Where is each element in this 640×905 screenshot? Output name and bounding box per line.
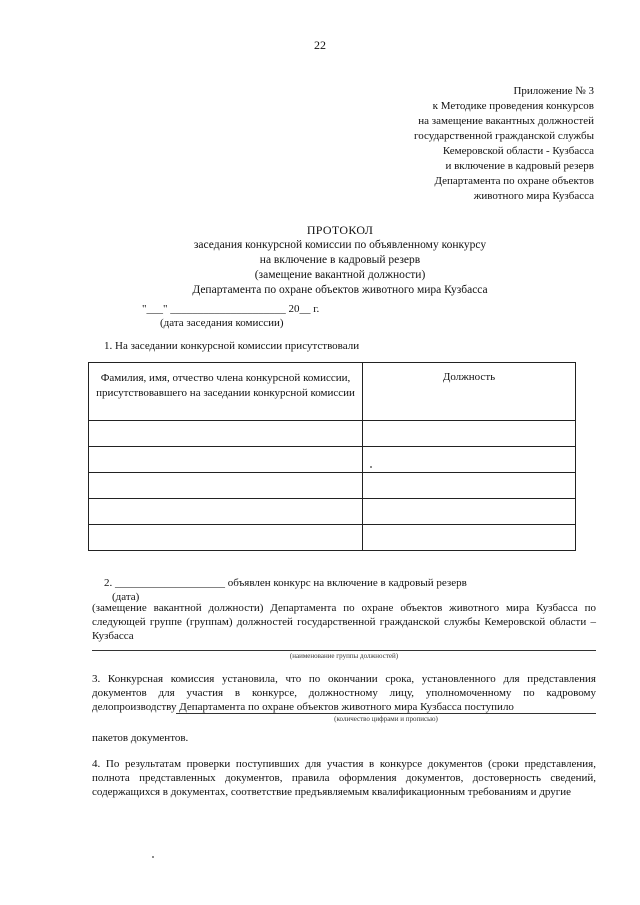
appendix-line: на замещение вакантных должностей xyxy=(418,115,594,127)
table-cell xyxy=(363,421,576,447)
title-line: заседания конкурсной комиссии по объявленному конкурсу xyxy=(193,239,487,251)
appendix-line: Приложение № 3 xyxy=(513,85,594,97)
section-1-text: 1. На заседании конкурсной комиссии присутствовали xyxy=(104,340,360,352)
table-cell xyxy=(89,421,363,447)
meeting-date-line: "___" _____________________ 20__ г. xyxy=(142,303,320,315)
title-block xyxy=(90,223,590,298)
title-line: на включение в кадровый резерв xyxy=(259,254,421,266)
appendix-block xyxy=(334,84,594,204)
section-2-body: (замещение вакантной должности) Департамента по охране объектов животного мира Кузбасса по следующей группе (группам) должностей государственной гражданской службы Кемеровской области – Кузбасса xyxy=(92,602,596,642)
table-cell xyxy=(363,499,576,525)
table-cell xyxy=(363,525,576,551)
page-number: 22 xyxy=(314,38,326,52)
table-cell xyxy=(89,447,363,473)
table-header-row xyxy=(89,363,576,421)
count-rule xyxy=(176,713,596,714)
meeting-date-caption: (дата заседания комиссии) xyxy=(160,317,284,329)
members-table xyxy=(88,362,576,551)
appendix-line: государственной гражданской службы xyxy=(414,130,594,142)
table-row xyxy=(89,447,576,473)
section-2-line: 2. ____________________ объявлен конкурс на включение в кадровый резерв xyxy=(104,577,467,589)
scan-speck xyxy=(152,856,154,858)
appendix-line: и включение в кадровый резерв xyxy=(445,160,594,172)
table-cell xyxy=(89,525,363,551)
column-header-name: Фамилия, имя, отчество члена конкурсной комиссии, присутствовавшего на заседании конкурсной комиссии xyxy=(89,363,363,421)
scan-speck xyxy=(370,466,372,468)
table-row xyxy=(89,525,576,551)
table-cell xyxy=(363,473,576,499)
section-4-body: 4. По результатам проверки поступивших для участия в конкурсе документов (сроки представления, полнота представленных документов, правила оформления документов, достоверность сведений, содержащихся в документах, соответствие предъявляемым квалификационным требованиям и другие xyxy=(92,758,596,798)
table-cell xyxy=(363,447,576,473)
table-cell xyxy=(89,473,363,499)
section-2-date-caption: (дата) xyxy=(112,591,140,603)
table-cell xyxy=(89,499,363,525)
section-3-body: 3. Конкурсная комиссия установила, что по окончании срока, установленного для представления документов для участия в конкурсе, должностному лицу, уполномоченному по кадровому делопроизводству Департамента по охране объектов животного мира Кузбасса поступило xyxy=(92,673,596,713)
table-row xyxy=(89,499,576,525)
section-3-tail: пакетов документов. xyxy=(92,732,189,744)
appendix-line: к Методике проведения конкурсов xyxy=(432,100,594,112)
column-header-position: Должность xyxy=(363,363,576,421)
table-row xyxy=(89,421,576,447)
appendix-line: животного мира Кузбасса xyxy=(473,190,594,202)
group-name-rule xyxy=(92,650,596,651)
title-line: Департамента по охране объектов животного мира Кузбасса xyxy=(192,284,488,296)
table-row xyxy=(89,473,576,499)
document-title: ПРОТОКОЛ xyxy=(306,223,374,237)
count-caption: (количество цифрами и прописью) xyxy=(334,715,438,723)
appendix-line: Кемеровской области - Кузбасса xyxy=(442,145,594,157)
title-line: (замещение вакантной должности) xyxy=(254,269,426,281)
appendix-line: Департамента по охране объектов xyxy=(434,175,594,187)
group-name-caption: (наименование группы должностей) xyxy=(289,652,399,660)
